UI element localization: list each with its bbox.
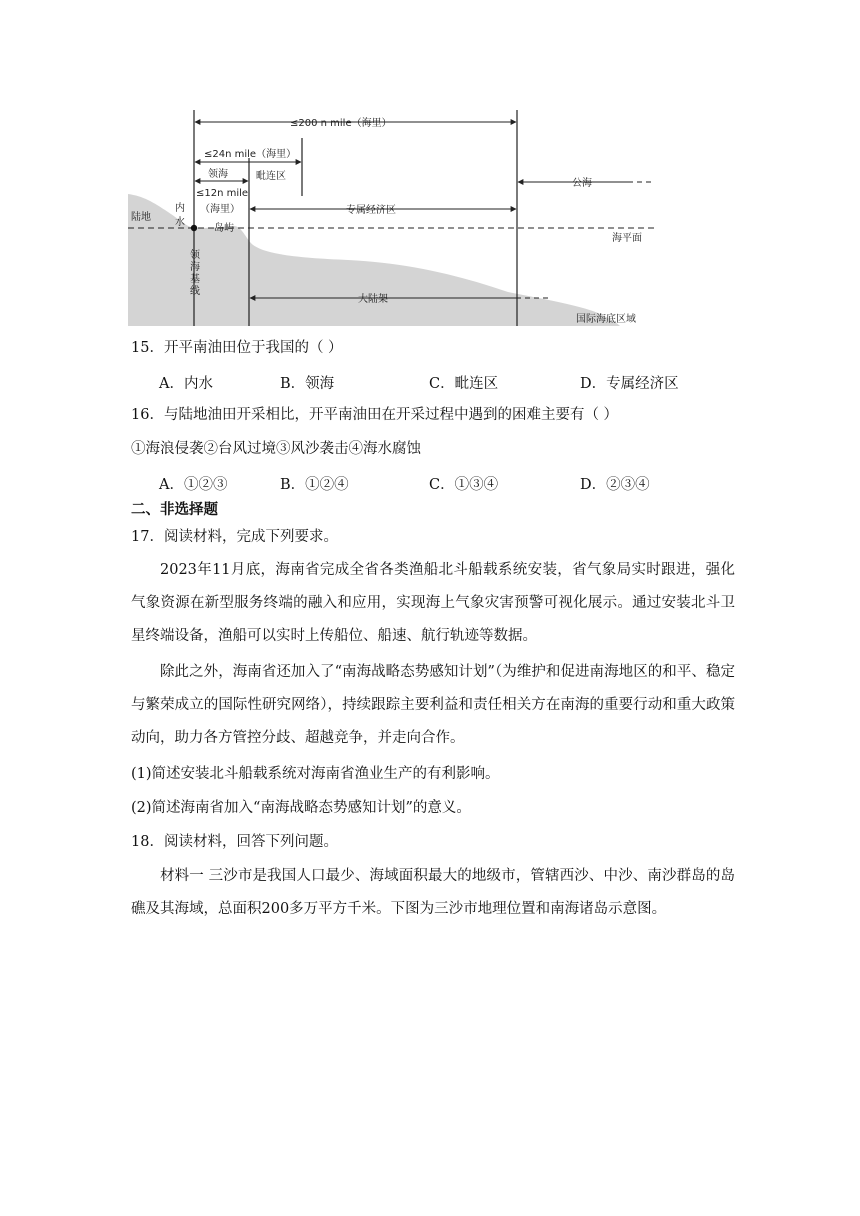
q15-stem: 15．开平南油田位于我国的（ ） [131, 340, 343, 356]
label-24nm: ≤24n mile（海里） [204, 149, 297, 160]
q17-stem: 17．阅读材料，完成下列要求。 [131, 529, 338, 545]
label-contiguous-zone: 毗连区 [256, 171, 286, 182]
label-land: 陆地 [131, 212, 151, 223]
label-baseline-3: 基 [190, 274, 200, 285]
q16-option-c: C．①③④ [429, 477, 499, 493]
q16-stem: 16．与陆地油田开采相比，开平南油田在开采过程中遇到的困难主要有（ ） [131, 407, 619, 423]
label-internal-a: 内 [175, 203, 185, 214]
label-12nm-b: （海里） [200, 204, 240, 215]
label-200nm: ≤200 n mile（海里） [290, 118, 392, 129]
section-heading: 二、非选择题 [131, 501, 218, 518]
label-sea-level: 海平面 [612, 233, 642, 244]
q18-stem: 18．阅读材料，回答下列问题。 [131, 834, 338, 850]
label-baseline-1: 领 [190, 250, 200, 261]
label-internal-b: 水 [175, 217, 185, 228]
label-baseline-4: 线 [190, 286, 200, 297]
label-baseline-2: 海 [190, 262, 200, 273]
q15-option-a: A．内水 [159, 376, 213, 392]
maritime-zones-diagram [128, 100, 658, 328]
q16-items: ①海浪侵袭②台风过境③风沙袭击④海水腐蚀 [131, 441, 421, 457]
q17-paragraph-1: 2023年11月底，海南省完成全省各类渔船北斗船载系统安装，省气象局实时跟进，强化气象资源在新型服务终端的融入和应用，实现海上气象灾害预警可视化展示。通过安装北斗卫星终端设备，渔船可以实时上传船位、船速、航行轨迹等数据。 [131, 562, 735, 644]
label-continental-shelf: 大陆架 [358, 294, 388, 305]
q16-option-d: D．②③④ [580, 477, 650, 493]
q15-option-b: B．领海 [280, 376, 335, 392]
q15-option-c: C．毗连区 [429, 376, 499, 392]
q16-option-a: A．①②③ [159, 477, 228, 493]
q17-subquestion-1: (1)简述安装北斗船载系统对海南省渔业生产的有利影响。 [131, 766, 500, 782]
label-12nm-a: ≤12n mile [196, 188, 249, 199]
q16-option-b: B．①②④ [280, 477, 349, 493]
q17-paragraph-2: 除此之外，海南省还加入了“南海战略态势感知计划”（为维护和促进南海地区的和平、稳定与繁荣成立的国际性研究网络），持续跟踪主要利益和责任相关方在南海的重要行动和重大政策动向，助力各方管控分歧、超越竞争，并走向合作。 [131, 664, 735, 746]
label-territorial-sea: 领海 [208, 169, 228, 180]
q15-option-d: D．专属经济区 [580, 376, 679, 392]
q17-subquestion-2: (2)简述海南省加入“南海战略态势感知计划”的意义。 [131, 800, 471, 816]
label-island: 岛屿 [214, 223, 234, 234]
label-high-seas: 公海 [572, 178, 592, 189]
label-seabed: 国际海底区域 [576, 314, 636, 325]
label-eez: 专属经济区 [346, 205, 396, 216]
q18-paragraph-1: 材料一 三沙市是我国人口最少、海域面积最大的地级市，管辖西沙、中沙、南沙群岛的岛礁及其海域，总面积200多万平方千米。下图为三沙市地理位置和南海诸岛示意图。 [131, 868, 735, 917]
